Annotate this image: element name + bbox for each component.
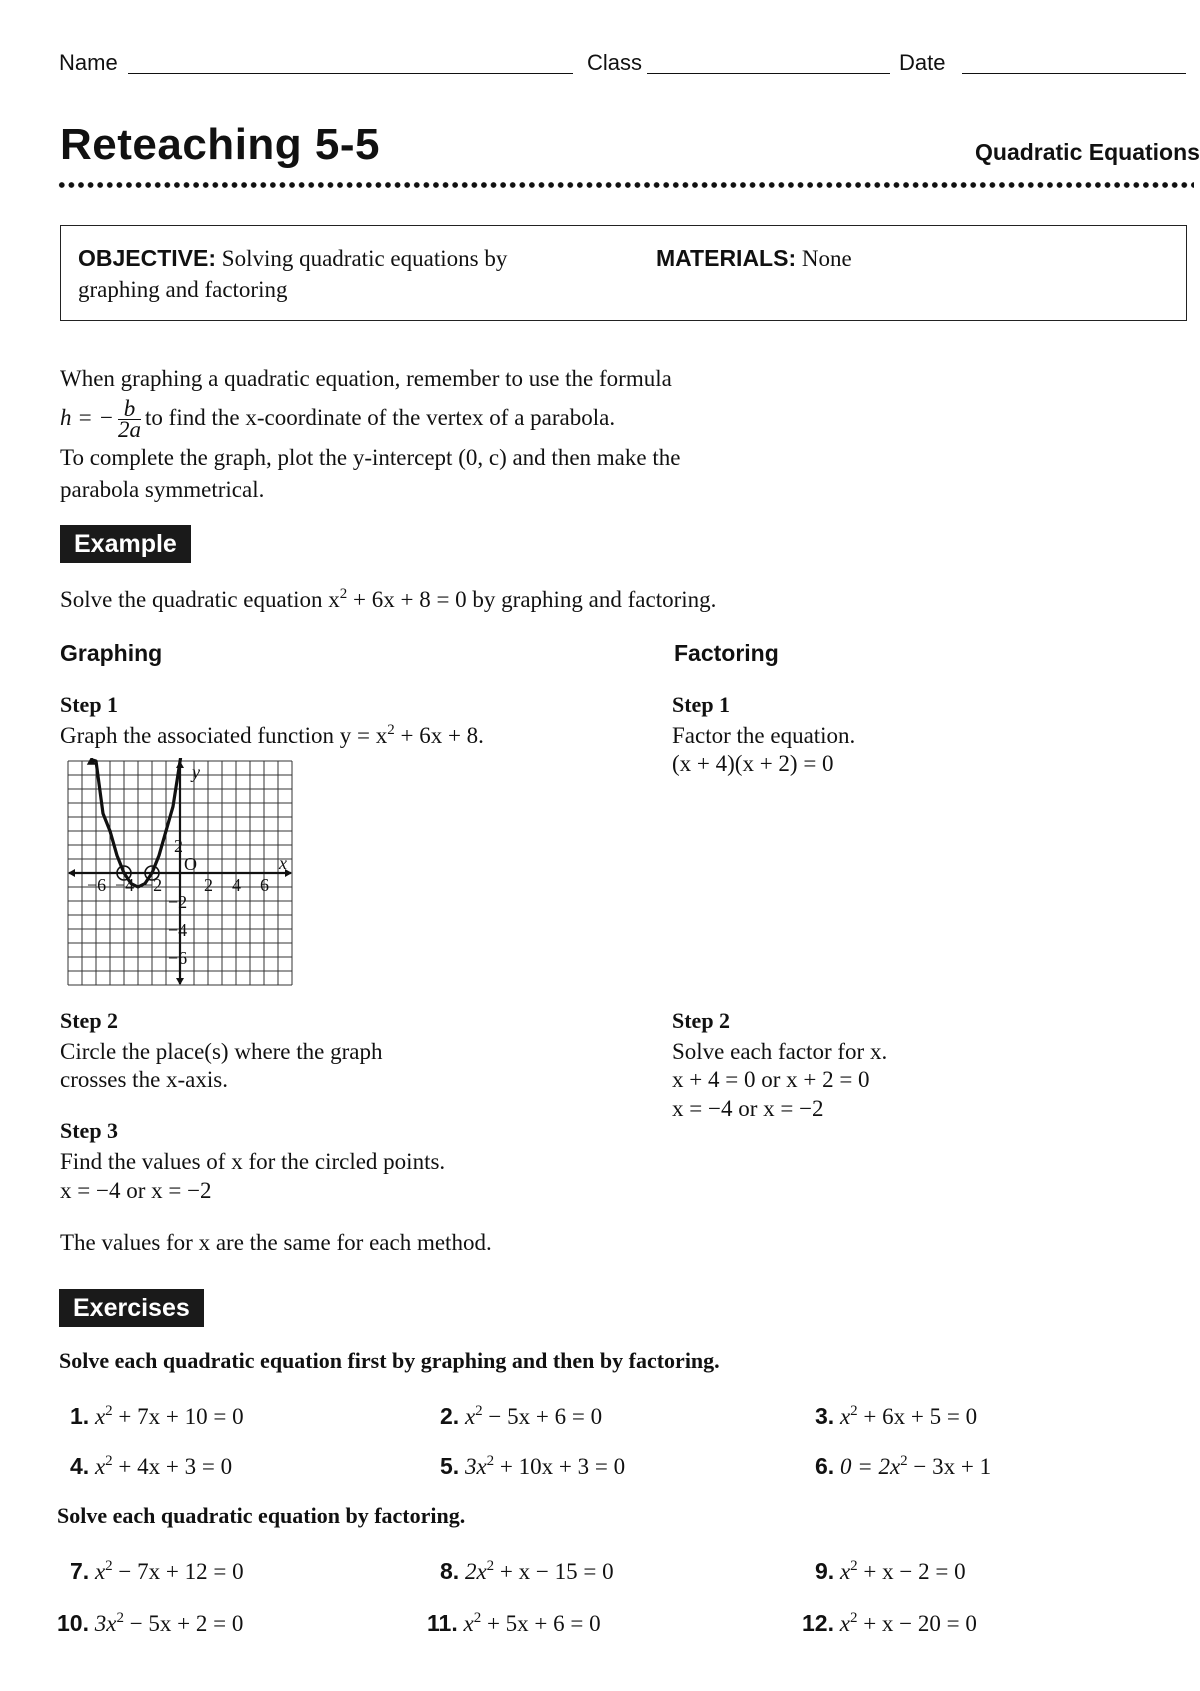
exercise-eq-b: + 7x + 10 = 0 — [112, 1404, 244, 1429]
exercise-eq-a: x — [463, 1611, 474, 1636]
graphing-step1-sup: 2 — [387, 722, 395, 738]
factoring-step2-line1: Solve each factor for x. — [672, 1039, 888, 1064]
graphing-step2-label: Step 2 — [60, 1008, 119, 1033]
exercise-eq-a: x — [839, 1404, 851, 1429]
graphing-step1-label: Step 1 — [60, 692, 119, 717]
graphing-step3-label: Step 3 — [60, 1118, 119, 1143]
exercise-number: 3. — [815, 1403, 835, 1429]
exercise-5 — [440, 1453, 625, 1480]
intro-line4: parabola symmetrical. — [60, 477, 265, 502]
exercise-1 — [70, 1403, 244, 1430]
x-tick-label: −6 — [87, 875, 107, 895]
example-banner: Example — [60, 525, 191, 563]
formula-denominator: 2a — [118, 417, 142, 442]
exercise-eq-b: + 6x + 5 = 0 — [857, 1404, 978, 1429]
exercise-number: 9. — [815, 1558, 835, 1584]
exercise-eq-b: − 7x + 12 = 0 — [112, 1559, 244, 1584]
objective-line1: Solving quadratic equations by — [221, 246, 508, 271]
graphing-step1-a: Graph the associated function y = x — [60, 723, 388, 748]
exercise-eq-sup: 2 — [850, 1403, 858, 1419]
exercise-eq-b: + x − 2 = 0 — [857, 1559, 966, 1584]
y-axis-label: y — [192, 762, 200, 782]
x-tick-label: 6 — [260, 875, 269, 895]
exercise-3 — [815, 1403, 977, 1430]
exercise-number: 8. — [440, 1558, 460, 1584]
exercise-eq-b: + 10x + 3 = 0 — [494, 1454, 626, 1479]
graph-labels — [87, 762, 287, 968]
method-conclusion: The values for x are the same for each method. — [60, 1230, 492, 1255]
exercise-eq-a: x — [839, 1611, 850, 1636]
intro-line3: To complete the graph, plot the y-intercept (0, c) and then make the — [60, 445, 681, 470]
factoring-step2-line3: x = −4 or x = −2 — [672, 1096, 824, 1121]
exercise-eq-sup: 2 — [849, 1610, 858, 1626]
intro-paragraph — [60, 363, 820, 506]
exercise-eq-sup: 2 — [475, 1403, 483, 1419]
exercise-eq-sup: 2 — [486, 1453, 495, 1469]
intro-formula-line — [60, 396, 820, 442]
exercise-7 — [70, 1558, 244, 1585]
exercise-eq-a: x — [464, 1404, 476, 1429]
origin-label: O — [184, 854, 197, 874]
exercise-eq-b: + x − 20 = 0 — [857, 1611, 977, 1636]
page-title: Reteaching 5-5 — [60, 120, 380, 169]
y-axis-arrow-down — [176, 978, 184, 985]
graphing-step1-b: + 6x + 8. — [394, 723, 484, 748]
exercise-eq-b: + 4x + 3 = 0 — [112, 1454, 233, 1479]
graphing-step2-line1: Circle the place(s) where the graph — [60, 1039, 383, 1064]
y-tick-label: 2 — [174, 836, 183, 856]
exercises-instruction1: Solve each quadratic equation first by graphing and then by factoring. — [59, 1348, 720, 1373]
class-label: Class — [587, 50, 643, 75]
formula-fraction — [118, 396, 142, 442]
factoring-step2-label: Step 2 — [672, 1008, 731, 1033]
exercise-eq-sup: 2 — [105, 1558, 113, 1574]
exercise-11 — [427, 1610, 601, 1637]
parabola-graph — [62, 758, 298, 988]
example-prompt-a: Solve the quadratic equation x — [60, 587, 340, 612]
graphing-heading: Graphing — [60, 640, 163, 666]
intro-line2: to find the x-coordinate of the vertex of a parabola. — [145, 404, 616, 430]
class-field[interactable] — [647, 73, 890, 74]
exercise-number: 7. — [70, 1558, 90, 1584]
intro-line1: When graphing a quadratic equation, remember to use the formula — [60, 366, 672, 391]
dotted-divider — [57, 181, 1194, 189]
example-prompt-sup: 2 — [339, 586, 348, 602]
graphing-step1-text — [60, 720, 484, 752]
page-subtitle: Quadratic Equations — [975, 139, 1200, 165]
exercise-number: 5. — [440, 1453, 460, 1479]
exercise-number: 6. — [815, 1453, 835, 1479]
exercise-eq-a: x — [839, 1559, 851, 1584]
exercise-eq-b: − 5x + 2 = 0 — [123, 1611, 244, 1636]
exercise-eq-sup: 2 — [850, 1558, 858, 1574]
name-field[interactable] — [128, 73, 573, 74]
materials-label: MATERIALS: — [656, 245, 797, 271]
y-tick-label: −6 — [168, 948, 188, 968]
exercise-eq-a: x — [94, 1559, 106, 1584]
exercise-2 — [440, 1403, 602, 1430]
date-field[interactable] — [962, 73, 1186, 74]
exercise-eq-sup: 2 — [486, 1558, 495, 1574]
exercise-12 — [802, 1610, 977, 1637]
example-prompt — [60, 584, 716, 616]
exercise-eq-a: 2x — [464, 1559, 487, 1584]
objective-label: OBJECTIVE: — [78, 245, 217, 271]
exercise-eq-a: x — [94, 1454, 106, 1479]
exercise-number: 4. — [70, 1453, 90, 1479]
exercise-number: 11. — [427, 1610, 458, 1636]
exercise-10 — [57, 1610, 243, 1637]
graphing-step3-line2: x = −4 or x = −2 — [60, 1178, 212, 1203]
x-tick-label: −2 — [143, 875, 163, 895]
date-label: Date — [899, 50, 946, 75]
x-axis-arrow-left — [68, 869, 75, 877]
exercise-9 — [815, 1558, 966, 1585]
exercise-number: 2. — [440, 1403, 460, 1429]
exercise-eq-b: + x − 15 = 0 — [494, 1559, 614, 1584]
exercise-eq-sup: 2 — [900, 1453, 908, 1469]
factoring-heading: Factoring — [674, 640, 779, 666]
exercise-number: 1. — [70, 1403, 90, 1429]
materials-value: None — [801, 246, 852, 271]
exercise-number: 10. — [57, 1610, 89, 1636]
materials-text — [656, 243, 852, 274]
exercise-eq-a: 3x — [464, 1454, 487, 1479]
formula-lhs: h = − — [60, 404, 115, 430]
exercise-eq-b: − 5x + 6 = 0 — [482, 1404, 603, 1429]
x-tick-label: −4 — [115, 875, 135, 895]
exercise-4 — [70, 1453, 232, 1480]
exercise-eq-sup: 2 — [105, 1403, 113, 1419]
factoring-step1-line1: Factor the equation. — [672, 723, 856, 748]
factoring-step1-line2: (x + 4)(x + 2) = 0 — [672, 751, 834, 776]
objective-box — [60, 225, 1187, 321]
exercise-eq-a: 3x — [94, 1611, 117, 1636]
exercise-eq-sup: 2 — [105, 1453, 113, 1469]
exercise-eq-a: x — [94, 1404, 106, 1429]
y-tick-label: −2 — [168, 892, 188, 912]
exercises-instruction2: Solve each quadratic equation by factoring. — [57, 1503, 466, 1528]
exercise-eq-sup: 2 — [473, 1610, 482, 1626]
exercise-number: 12. — [802, 1610, 834, 1636]
exercise-eq-sup: 2 — [116, 1610, 124, 1626]
exercise-8 — [440, 1558, 614, 1585]
objective-line2: graphing and factoring — [78, 277, 288, 302]
exercise-eq-b: − 3x + 1 — [907, 1454, 992, 1479]
example-prompt-b: + 6x + 8 = 0 by graphing and factoring. — [347, 587, 717, 612]
graphing-step2-line2: crosses the x-axis. — [60, 1067, 228, 1092]
factoring-step2-line2: x + 4 = 0 or x + 2 = 0 — [672, 1067, 870, 1092]
factoring-step1-label: Step 1 — [672, 692, 731, 717]
formula-numerator: b — [118, 399, 141, 420]
exercises-banner: Exercises — [59, 1289, 204, 1327]
exercise-eq-a: 0 = 2x — [839, 1454, 901, 1479]
name-label: Name — [59, 50, 118, 75]
x-tick-label: 4 — [232, 875, 241, 895]
y-tick-label: −4 — [168, 920, 188, 940]
x-tick-label: 2 — [204, 875, 213, 895]
objective-text — [78, 243, 638, 305]
x-axis-label: x — [279, 853, 287, 873]
graphing-step3-line1: Find the values of x for the circled points. — [60, 1149, 446, 1174]
exercise-6 — [815, 1453, 991, 1480]
exercise-eq-b: + 5x + 6 = 0 — [481, 1611, 601, 1636]
